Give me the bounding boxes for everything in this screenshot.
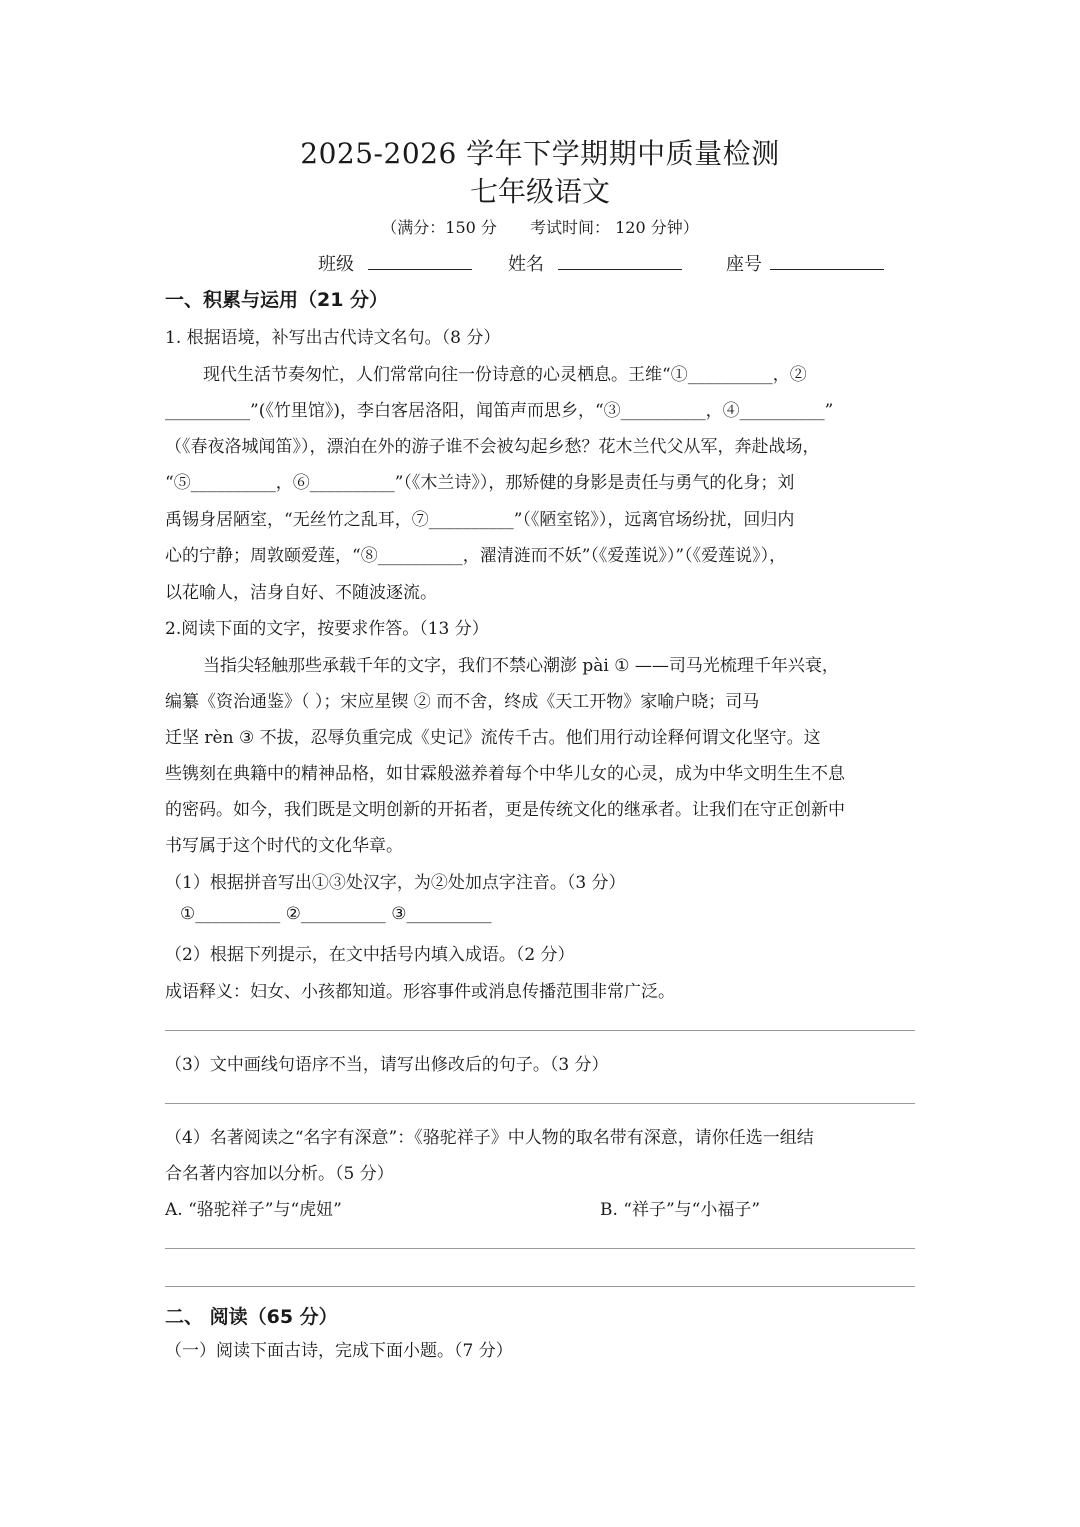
seat-label: 座号 bbox=[726, 254, 762, 275]
answer-line[interactable] bbox=[165, 1286, 915, 1287]
q2-line: 迁坚 rèn ③ 不拔，忍辱负重完成《史记》流传千古。他们用行动诠释何谓文化坚守。这 bbox=[165, 728, 821, 748]
q1-line: “⑤__________，⑥__________”（《木兰诗》），那矫健的身影是责任与勇气的化身；刘 bbox=[165, 473, 795, 493]
q2-sub4-line1: （4）名著阅读之“名字有深意”：《骆驼祥子》中人物的取名带有深意，请你任选一组结 bbox=[165, 1128, 814, 1148]
exam-subtitle: 七年级语文 bbox=[469, 175, 610, 208]
q2-sub2-hint: 成语释义：妇女、小孩都知道。形容事件或消息传播范围非常广泛。 bbox=[165, 982, 675, 1002]
q2-sub1: （1）根据拼音写出①③处汉字，为②处加点字注音。（3 分） bbox=[165, 873, 626, 893]
q2-sub1-blanks[interactable]: ①__________ ②__________ ③__________ bbox=[180, 904, 492, 924]
section2-part1: （一）阅读下面古诗，完成下面小题。（7 分） bbox=[165, 1341, 513, 1361]
q2-line: 编纂《资治通鉴》（ ）；宋应星锲 ② 而不舍，终成《天工开物》家喻户晓；司马 bbox=[165, 692, 760, 712]
section2-heading: 二、 阅读（65 分） bbox=[165, 1306, 338, 1328]
class-blank[interactable] bbox=[368, 251, 472, 270]
name-field[interactable] bbox=[508, 250, 682, 276]
q2-line: 书写属于这个时代的文化华章。 bbox=[165, 836, 403, 856]
class-label: 班级 bbox=[318, 254, 354, 275]
q2-sub4-line2: 合名著内容加以分析。（5 分） bbox=[165, 1164, 394, 1184]
q1-line: 禹锡身居陋室，“无丝竹之乱耳，⑦__________”（《陋室铭》），远离官场纷扰，回归内 bbox=[165, 510, 795, 530]
section1-heading: 一、积累与运用（21 分） bbox=[165, 289, 389, 311]
q1-line: （《春夜洛城闻笛》），漂泊在外的游子谁不会被勾起乡愁？花木兰代父从军，奔赴战场， bbox=[165, 437, 820, 457]
answer-line[interactable] bbox=[165, 1248, 915, 1249]
q2-prompt: 2.阅读下面的文字，按要求作答。（13 分） bbox=[165, 619, 489, 639]
class-field[interactable] bbox=[318, 250, 472, 276]
name-blank[interactable] bbox=[558, 251, 682, 270]
exam-meta bbox=[0, 215, 1080, 238]
seat-blank[interactable] bbox=[770, 251, 884, 270]
q2-sub2: （2）根据下列提示，在文中括号内填入成语。（2 分） bbox=[165, 945, 575, 965]
q2-line: 些镌刻在典籍中的精神品格，如甘霖般滋养着每个中华儿女的心灵，成为中华文明生生不息 bbox=[165, 764, 845, 784]
q1-prompt: 1. 根据语境，补写出古代诗文名句。（8 分） bbox=[165, 328, 501, 348]
q1-line: 现代生活节奏匆忙，人们常常向往一份诗意的心灵栖息。王维“①__________，② bbox=[203, 365, 807, 385]
q1-line: __________”(《竹里馆》)，李白客居洛阳，闻笛声而思乡，“③__________，④__________” bbox=[165, 401, 834, 421]
full-score: （满分：150 分 bbox=[381, 218, 497, 237]
exam-title: 2025-2026 学年下学期期中质量检测 bbox=[300, 137, 780, 170]
q2-line: 的密码。如今，我们既是文明创新的开拓者，更是传统文化的继承者。让我们在守正创新中 bbox=[165, 800, 845, 820]
q2-sub3: （3）文中画线句语序不当，请写出修改后的句子。（3 分） bbox=[165, 1055, 609, 1075]
q1-line: 以花喻人，洁身自好、不随波逐流。 bbox=[165, 583, 437, 603]
q2-line: 当指尖轻触那些承载千年的文字，我们不禁心潮澎 pài ① ——司马光梳理千年兴衰， bbox=[203, 656, 839, 676]
q1-line: 心的宁静；周敦颐爱莲，“⑧__________，濯清涟而不妖”（《爱莲说》）”（《爱莲说》）， bbox=[165, 546, 787, 566]
seat-field[interactable] bbox=[726, 250, 884, 276]
option-b: B. “祥子”与“小福子” bbox=[600, 1200, 761, 1220]
answer-line[interactable] bbox=[165, 1030, 915, 1031]
exam-time: 考试时间： 120 分钟） bbox=[530, 218, 699, 237]
answer-line[interactable] bbox=[165, 1103, 915, 1104]
name-label: 姓名 bbox=[508, 254, 544, 275]
option-a: A. “骆驼祥子”与“虎妞” bbox=[165, 1200, 342, 1220]
